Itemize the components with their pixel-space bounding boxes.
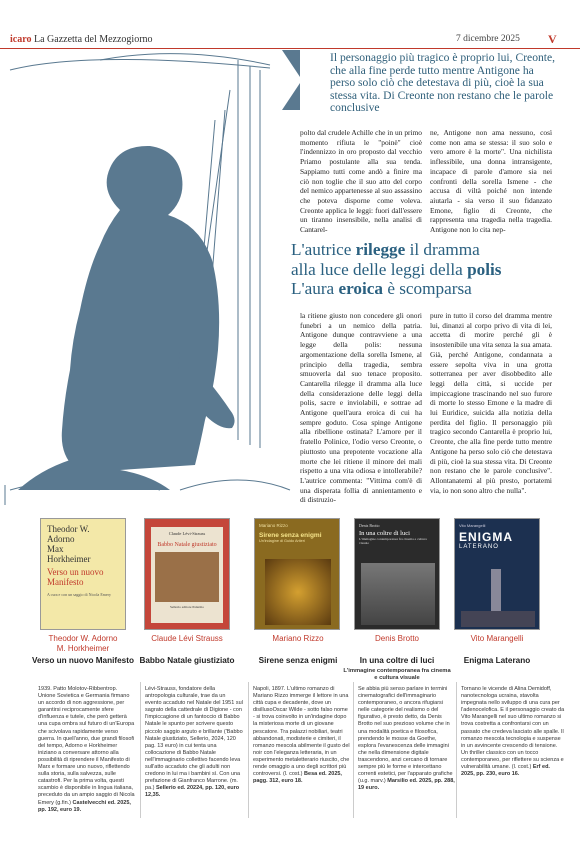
book-cover-levi-strauss: Claude Lévi-Strauss Babbo Natale giustiziato Sellerio editore Palermo [144, 518, 230, 630]
book-author-marangelli: Vito Marangelli [470, 634, 524, 643]
book-review-rizzo: Napoli, 1897. L'ultimo romanzo di Mariano Rizzo immerge il lettore in una città cupa e decadente, dove un disillusoOscar Wilde - sotto falso nome - si trova coinvolto in un'indagine dopo la misteriosa morte di un giovane pescatore. Tra palazzi nobiliari, teatri abbandonati, modisterie e cimiteri, il romanzo mescola abilmente il gusto del noir con l'eleganza letteraria, in un esperimento metaletterario riuscito, che rende omaggio a uno degli scrittori più controversi. (l. cost.) Besa ed. 2025, pagg. 312, euro 18. [253, 686, 350, 785]
section-badge: V [548, 32, 557, 46]
upper-column-1: polto dal crudele Achille che in un primo momento rifiuta le "poinè" cioè l'indennizzo in oro proposto dal vecchio Priamo postulante alla sua tenda. Sappiamo tutti come andò a finire ma ciò non toglie che il suo atto del corpo del nemico appartenesse al suo assassino che poteva disporne come voleva. Creonte applica le leggi: fuori dall'essere un tiranno insensibile, nella analisi di Cantarel- [300, 128, 422, 235]
pull-quote: Il personaggio più tragico è proprio lui, Creonte, che alla fine perde tutto mentre Antigone ha perso solo ciò che detestava di più, cioè la sua stessa vita. Di Creonte non restano che le parole conclusive [330, 51, 556, 115]
book-author-brotto: Denis Brotto [374, 634, 420, 643]
book-cover-rizzo: Mariano Rizzo Sirene senza enigmi Un'indagine di Guido Artieri [254, 518, 340, 630]
logo: icaro [10, 34, 32, 45]
book-cover-marangelli: Vito Marangelli ENIGMA LATERANO [454, 518, 540, 630]
book-title-rizzo: Sirene senza enigmi [258, 656, 338, 665]
header-rule [0, 48, 580, 49]
issue-date: 7 dicembre 2025 [456, 34, 520, 44]
illustration-woman-book-icon [0, 50, 300, 510]
book-author-levi-strauss: Claude Lévi Strauss [151, 634, 223, 643]
column-divider [456, 682, 457, 818]
paper-name: La Gazzetta del Mezzogiorno [33, 34, 153, 45]
book-title-marangelli: Enigma Laterano [463, 656, 531, 665]
book-review-marangelli: Tornano le vicende di Alina Demidoff, nanotecnologa ucraina, stavolta impegnata nello sviluppo di una cura per l'adenocelofica. E il personaggio creato da Vito Marangelli nel suo ultimo romanzo si trova costretta a confrontarsi con un passato che credeva lasciato alle spalle. Il romanzo mescola tecnologia e suspense in un avvincente crescendo di tensione. Un thriller classico con un tocco contemporaneo, per riflettere su scienza e vulnerabilità umane. (l. cost.) Erf ed. 2025, pp. 230, euro 16. [461, 686, 565, 778]
headline: L'autrice rilegge il dramma alla luce delle leggi della polis L'aura eroica è scomparsa [291, 240, 502, 298]
book-review-brotto: Se abbia più senso parlare in termini cinematografici dell'immaginario contemporaneo, o ancora rifugiarsi nelle categorie del realismo o del figurativo, è presto detto, da Denis Brotto nel suo prezioso volume che in una modalità poetica e filosofica, prendendo le mosse da Goethe, esplora l'evanescenza delle immagini che nella dimensione digitale trascendono, anzi cercano di tornare sempre più le forme e intercettano correnti estetici, per l'apparato grafiche (u.g. marv.) Marsilio ed. 2025, pp. 288, 19 euro. [358, 686, 455, 792]
book-author-adorno: Theodor W. Adorno M. Horkheimer [48, 634, 118, 653]
column-divider [353, 682, 354, 818]
column-divider [140, 682, 141, 818]
book-title-adorno: Verso un nuovo Manifesto [32, 656, 134, 665]
book-title-brotto: In una coltre di luci [359, 656, 435, 665]
masthead [10, 34, 153, 45]
book-review-levi-strauss: Lévi-Strauss, fondatore della antropologia culturale, trae da un evento accaduto nel Natale del 1951 sul sagrato della cattedrale di Digione - con l'impiccagione di un fantoccio di Babbo Natale le spunto per scrivere questo piccolo saggio arguto e brillante ('Babbo Natale giustiziato, Sellerio, 2024, 120 pag. 13 euro) in cui tenta una collocazione di Babbo Natale nell'immaginario collettivo facendo leva sull'atto accaduto che gli adulti non credono in lui ma i bambini sì. Con una prefazione di Gianfranco Marrone. (m. pa.) Sellerio ed. 20224, pp. 120, euro 12,35. [145, 686, 243, 799]
book-cover-adorno: Theodor W. Adorno Max Horkheimer Verso un nuovo Manifesto A cura e con un saggio di Nicola Emery [40, 518, 126, 630]
book-author-rizzo: Mariano Rizzo [272, 634, 324, 643]
book-cover-brotto: Denis Brotto In una coltre di luci L'immagine contemporanea fra cinema e cultura visuale [354, 518, 440, 630]
book-subtitle-brotto: L'immagine contemporanea fra cinema e cultura visuale [343, 668, 451, 681]
lower-column-1: la ritiene giusto non concedere gli onori funebri a un nemico della patria. Antigone dunque contravviene a una legge della polis: nessuna argomentazione della sorella Ismene, al principio della tragedia, sembra smuoverla dal suo tenace proposito. Cantarella rilegge il dramma alla luce della considerazione delle leggi della polis, sacre e inviolabili, e sottrae ad Antigone quell'aura eroica di cui ha sempre goduto. Cosa spinge Antigone alla ribellione ostinata? L'amore per il fratello Polinice, l'odio verso Creonte, o piuttosto una prepotente vocazione alla morte che lei ritiene il minore dei mali rispetto a una vita odiosa e intollerabile? L'autrice commenta: "Vittima com'è di una disperata follia di annientamento e di distruzio- [300, 311, 422, 505]
book-title-levi-strauss: Babbo Natale giustiziato [139, 656, 235, 665]
upper-column-2: ne, Antigone non ama nessuno, così come non ama se stessa: il suo solo e vero amore è la morte". Una nichilista inflessibile, una donna intransigente, incapace di parole d'amore sia nei confronti della sorella Ismene - che accusa di viltà poiché non intende aiutarla - sia verso il suo fidanzato Emone, figlio di Creonte, che rappresenta una tragedia nella tragedia. Antigone non lo cita nep- [430, 128, 552, 235]
column-divider [248, 682, 249, 818]
book-review-adorno: 1939. Patto Molotov-Ribbentrop. Unione Sovietica e Germania firmano un accordo di non aggressione, per garantirsi reciprocamente sfere d'influenza e tutele, che però getterà una cupa ombra sul futuro di un'Europa che scivolava rapidamente verso guerra. In quell'anno, due grandi filosofi del tempo, Adorno e Horkheimer iniziano a conversare attorno alla possibilità di riprendere il Manifesto di Marx e formare uno nuovo, riflettendo sulla storia, sulla salvezza, sulle catastrofi. Per la prima volta, questi scambio è disponibile in lingua italiana, preceduto da un ampio saggio di Nicola Emery (g.fin.) Castelvecchi ed. 2025, pp. 192, euro 19. [38, 686, 135, 813]
lower-column-2: pure in tutto il corso del dramma mentre lui, dinanzi al corpo privo di vita di lei, accetta di morire perché gli è insostenibile una vita senza la sua amata. Già, perché Antigone, condannata a essere sepolta viva in una grotta sotterranea per aver disobbedito alle leggi della città, si uccide per impiccagione trascinando nel suo furore di morte lo stesso Emone e la madre di lui Euridice, suicida alla notizia della perdita del figlio. Il personaggio più tragico secondo Cantarella è proprio lui, Creonte, che alla fine perde tutto mentre Antigone ha perso solo ciò che detestava di più, cioè la sua stessa vita. Di Creonte non restano che le parole conclusive". Allontanatemi al più presto, portatemi via, io non sono altro che nulla". [430, 311, 552, 495]
